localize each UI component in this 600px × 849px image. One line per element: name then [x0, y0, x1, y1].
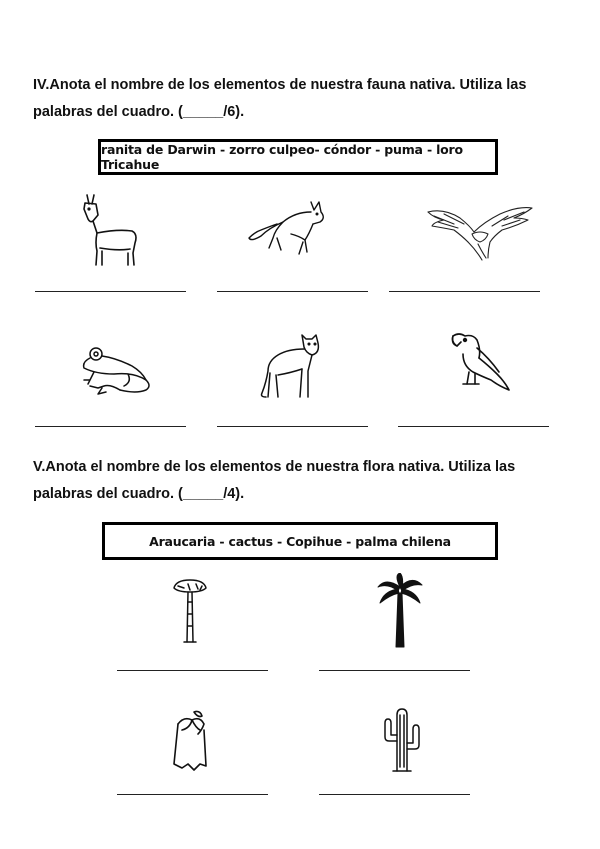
fauna-answer-line-6[interactable] — [398, 426, 549, 427]
fauna-word-box-text: ranita de Darwin - zorro culpeo- cóndor - puma - loro Tricahue — [101, 142, 463, 172]
section-iv-instruction-line2: palabras del cuadro. (_____/6). — [33, 104, 245, 120]
fox-icon — [247, 198, 333, 258]
cactus-icon — [381, 707, 423, 773]
fauna-word-box — [98, 139, 498, 175]
palm-icon — [376, 573, 424, 649]
section-v-instruction-line1: V.Anota el nombre de los elementos de nuestra flora nativa. Utiliza las — [33, 459, 516, 475]
fauna-answer-line-5[interactable] — [217, 426, 368, 427]
section-v-instruction-line2: palabras del cuadro. (_____/4). — [33, 486, 245, 502]
flora-word-box — [102, 522, 498, 560]
parrot-icon — [449, 332, 511, 394]
condor-icon — [424, 198, 534, 262]
flora-word-box-text: Araucaria - cactus - Copihue - palma chilena — [149, 533, 451, 549]
flora-answer-line-4[interactable] — [319, 794, 470, 795]
copihue-icon — [170, 708, 210, 772]
section-iv-instruction — [33, 72, 573, 126]
puma-icon — [258, 331, 324, 401]
araucaria-icon — [170, 578, 210, 646]
deer-icon — [78, 193, 140, 268]
flora-answer-line-2[interactable] — [319, 670, 470, 671]
section-iv-instruction-line1: IV.Anota el nombre de los elementos de nuestra fauna nativa. Utiliza las — [33, 77, 527, 93]
flora-answer-line-1[interactable] — [117, 670, 268, 671]
frog-icon — [80, 344, 154, 396]
fauna-answer-line-3[interactable] — [389, 291, 540, 292]
fauna-answer-line-1[interactable] — [35, 291, 186, 292]
fauna-answer-line-4[interactable] — [35, 426, 186, 427]
flora-answer-line-3[interactable] — [117, 794, 268, 795]
fauna-answer-line-2[interactable] — [217, 291, 368, 292]
section-v-instruction — [33, 454, 573, 508]
